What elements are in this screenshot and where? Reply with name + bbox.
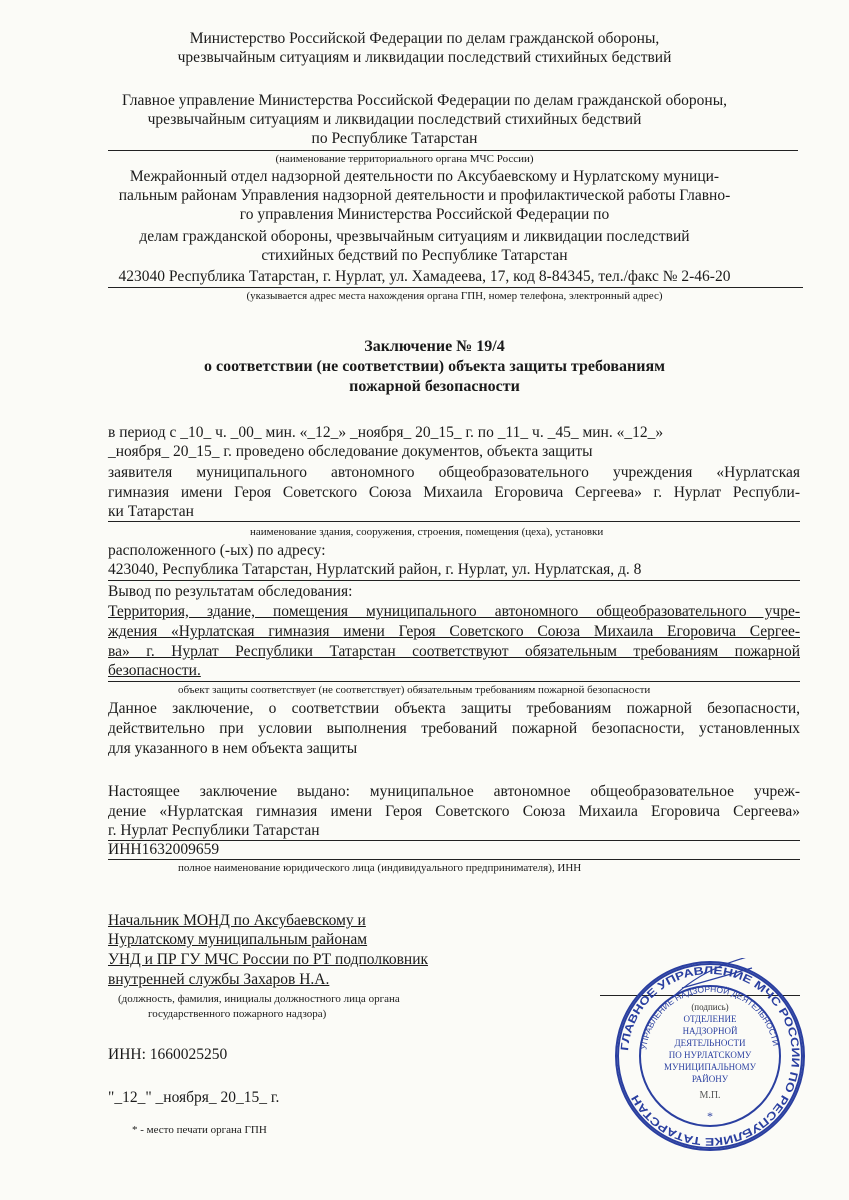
signer-line-3: УНД и ПР ГУ МЧС России по РТ подполковник [108, 951, 429, 968]
located-label: расположенного (-ых) по адресу: [108, 542, 326, 559]
signer-caption-2: государственного пожарного надзора) [148, 1008, 327, 1020]
signer-inn: ИНН: 1660025250 [108, 1046, 228, 1063]
issued-line-2: дение «Нурлатская гимназия имени Героя Советского Союза Михаила Егоровича Сергеева» [108, 803, 800, 820]
signer-line-2: Нурлатскому муниципальным районам [108, 931, 368, 948]
stamp-center-1: ОТДЕЛЕНИЕ [683, 1014, 737, 1024]
document-subtitle-2: пожарной безопасности [349, 378, 520, 395]
signer-line-4: внутренней службы Захаров Н.А. [108, 971, 330, 988]
validity-line-2: действительно при условии выполнения требований пожарной безопасности, установленных [108, 720, 800, 737]
issued-caption: полное наименование юридического лица (индивидуального предпринимателя), ИНН [178, 862, 582, 874]
applicant-line-2: гимназия имени Героя Советского Союза Михаила Егоровича Сергеева» г. Нурлат Республи- [108, 484, 800, 501]
validity-line-3: для указанного в нем объекта защиты [108, 740, 358, 757]
conclusion-line-2: ждения «Нурлатская гимназия имени Героя Советского Союза Михаила Егоровича Сергее- [108, 623, 800, 640]
directorate-line-1: Главное управление Министерства Российской Федерации по делам гражданской обороны, [121, 92, 728, 109]
directorate-line-2: чрезвычайным ситуациям и ликвидации последствий стихийных бедствий [147, 111, 642, 128]
divider [108, 150, 798, 151]
stamp-center-5: МУНИЦИПАЛЬНОМУ [663, 1062, 757, 1072]
stamp-center-3: ДЕЯТЕЛЬНОСТИ [674, 1038, 746, 1048]
document-title: Заключение № 19/4 [364, 338, 505, 355]
stamp-center-6: РАЙОНУ [691, 1074, 729, 1084]
divider [108, 859, 800, 860]
official-stamp [612, 958, 808, 1154]
issued-inn: ИНН1632009659 [108, 841, 220, 858]
period-line-1: в период с _10_ ч. _00_ мин. «_12_» _ноября_ 20_15_ г. по _11_ ч. _45_ мин. «_12_» [108, 424, 664, 441]
department-line-4: делам гражданской обороны, чрезвычайным ситуациям и ликвидации последствий [139, 228, 690, 245]
document-subtitle-1: о соответствии (не соответствии) объекта защиты требованиям [203, 358, 666, 375]
divider [108, 681, 800, 682]
signer-line-1: Начальник МОНД по Аксубаевскому и [108, 912, 366, 929]
conclusion-label: Вывод по результатам обследования: [108, 583, 353, 600]
signer-caption-1: (должность, фамилия, инициалы должностного лица органа [118, 993, 400, 1005]
period-line-2: _ноября_ 20_15_ г. проведено обследование документов, объекта защиты [108, 443, 593, 460]
validity-line-1: Данное заключение, о соответствии объекта защиты требованиям пожарной безопасности, [108, 700, 800, 717]
department-line-2: пальным районам Управления надзорной деятельности и профилактической работы Главно- [118, 187, 731, 204]
stamp-star: * [707, 1109, 713, 1123]
department-line-1: Межрайонный отдел надзорной деятельности по Аксубаевскому и Нурлатскому муници- [129, 168, 720, 185]
divider [108, 521, 800, 522]
stamp-ring-text: ГЛАВНОЕ УПРАВЛЕНИЕ МЧС РОССИИ ПО РЕСПУБЛИКЕ ТАТАРСТАН [619, 964, 802, 1148]
conclusion-line-4: безопасности. [108, 662, 201, 679]
issue-date: "_12_" _ноября_ 20_15_ г. [108, 1089, 280, 1106]
conclusion-caption: объект защиты соответствует (не соответствует) обязательным требованиям пожарной безопасности [178, 684, 651, 696]
divider [108, 287, 803, 288]
directorate-line-3: по Республике Татарстан [311, 130, 478, 147]
applicant-line-1: заявителя муниципального автономного общеобразовательного учреждения «Нурлатская [108, 464, 800, 481]
location-address: 423040, Республика Татарстан, Нурлатский район, г. Нурлат, ул. Нурлатская, д. 8 [108, 561, 642, 578]
conclusion-line-3: ва» г. Нурлат Республики Татарстан соответствуют обязательным требованиям пожарной [108, 643, 800, 660]
stamp-inner-ring-text: УПРАВЛЕНИЕ НАДЗОРНОЙ ДЕЯТЕЛЬНОСТИ [639, 984, 781, 1051]
applicant-caption: наименование здания, сооружения, строения, помещения (цеха), установки [250, 526, 604, 538]
ministry-line-2: чрезвычайным ситуациям и ликвидации последствий стихийных бедствий [177, 49, 672, 66]
department-line-5: стихийных бедствий по Республике Татарстан [261, 247, 568, 264]
sign-caption: (подпись) [691, 1002, 729, 1012]
issued-line-3: г. Нурлат Республики Татарстан [108, 822, 320, 839]
divider [108, 580, 800, 581]
stamp-footnote: * - место печати органа ГПН [132, 1124, 267, 1136]
address-caption: (указывается адрес места нахождения органа ГПН, номер телефона, электронный адрес) [246, 290, 663, 302]
stamp-center-4: ПО НУРЛАТСКОМУ [668, 1050, 752, 1060]
ministry-line-1: Министерство Российской Федерации по делам гражданской обороны, [189, 30, 660, 47]
conclusion-line-1: Территория, здание, помещения муниципального автономного общеобразовательного учре- [108, 603, 800, 620]
address: 423040 Республика Татарстан, г. Нурлат, ул. Хамадеева, 17, код 8-84345, тел./факс № 2-46-20 [118, 268, 731, 285]
stamp-center-2: НАДЗОРНОЙ [682, 1026, 738, 1036]
issued-line-1: Настоящее заключение выдано: муниципальное автономное общеобразовательное учреж- [108, 783, 800, 800]
directorate-caption: (наименование территориального органа МЧС России) [275, 153, 534, 165]
mp-label: М.П. [699, 1090, 721, 1101]
department-line-3: го управления Министерства Российской Федерации по [239, 206, 610, 223]
applicant-line-3: ки Татарстан [108, 503, 194, 520]
